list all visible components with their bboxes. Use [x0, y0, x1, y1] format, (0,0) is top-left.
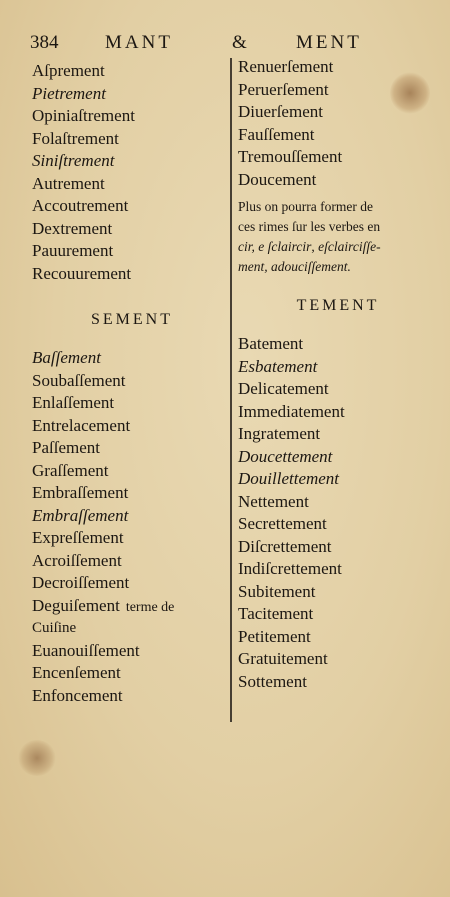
word-text: Deguiſement [32, 595, 120, 615]
rhyme-note [238, 197, 434, 277]
word-text: Baſſement [32, 348, 101, 367]
word-text: Indiſcrettement [238, 559, 342, 578]
word-text: Acroiſſement [32, 550, 122, 570]
word-entry [238, 581, 438, 604]
word-text: Pauurement [32, 241, 114, 260]
word-entry [32, 482, 232, 505]
word-entry [32, 173, 232, 196]
header-left-word: MANT [105, 32, 173, 53]
word-entry [32, 617, 232, 640]
word-text: Expreſſement [32, 528, 124, 547]
word-entry [238, 101, 438, 124]
word-text: Graſſement [32, 460, 109, 480]
word-entry [32, 505, 232, 528]
word-text: Batement [238, 334, 304, 353]
word-entry [238, 79, 438, 102]
word-text: Renuerſement [238, 57, 334, 76]
word-entry [32, 370, 232, 393]
word-text: Embraſſement [32, 483, 129, 502]
word-entry [32, 128, 232, 151]
page-header [0, 32, 450, 58]
word-entry [32, 347, 232, 370]
word-text: Diſcrettement [238, 536, 332, 556]
word-text: Opiniaſtrement [32, 106, 135, 125]
word-text: Euanouiſſement [32, 640, 140, 660]
word-text: Cuiſine [32, 620, 77, 636]
word-entry [32, 240, 232, 263]
word-text: Immediatement [238, 401, 345, 421]
word-text: Esbatement [238, 356, 318, 376]
word-entry [238, 468, 438, 491]
word-text: Decroiſſement [32, 573, 130, 592]
mant-list [32, 60, 232, 285]
word-text: Nettement [238, 491, 309, 511]
tement-list [238, 333, 438, 693]
word-entry [32, 640, 232, 663]
header-right-word: MENT [296, 32, 362, 53]
word-text: Tacitement [238, 604, 314, 623]
note-line: ces rimes ſur les verbes en [238, 219, 381, 234]
word-entry [32, 595, 232, 620]
word-entry [32, 105, 232, 128]
sement-list [32, 347, 232, 707]
word-entry [238, 536, 438, 559]
word-text: Doucement [238, 169, 317, 189]
word-entry [238, 169, 438, 192]
word-text: Diuerſement [238, 102, 323, 121]
word-text: Gratuitement [238, 649, 328, 668]
word-entry [238, 401, 438, 424]
word-text: Delicatement [238, 379, 329, 398]
word-entry [238, 558, 438, 581]
word-entry [32, 685, 232, 708]
word-text: Pietrement [32, 83, 106, 103]
word-entry [32, 263, 232, 286]
word-entry [238, 56, 438, 79]
note-line: ment, adouciſſement. [238, 259, 351, 274]
word-text: Doucettement [238, 446, 333, 466]
word-entry [32, 662, 232, 685]
word-entry [238, 648, 438, 671]
word-text: Recouurement [32, 263, 132, 283]
word-text: Accoutrement [32, 196, 129, 215]
word-entry [238, 491, 438, 514]
word-entry [238, 146, 438, 169]
word-entry [32, 195, 232, 218]
word-entry [32, 392, 232, 415]
word-entry [238, 446, 438, 469]
word-entry [32, 550, 232, 573]
section-title-sement: SEMENT [91, 311, 173, 328]
word-entry [32, 572, 232, 595]
note-italic: cir, e ſclaircir [238, 239, 312, 254]
note-plain: , [311, 239, 319, 254]
foxing-stain [18, 740, 56, 776]
word-entry [32, 60, 232, 83]
section-title-tement: TEMENT [296, 297, 380, 314]
word-text: Ingratement [238, 424, 321, 443]
word-text: Autrement [32, 173, 105, 193]
page-number: 384 [30, 32, 59, 53]
word-text: Soubaſſement [32, 370, 126, 390]
word-text: Secrettement [238, 514, 327, 533]
word-text: Siniſtrement [32, 151, 115, 170]
word-text: Sottement [238, 671, 307, 691]
word-text: Enfoncement [32, 685, 123, 705]
word-entry [32, 415, 232, 438]
note-italic: eſclairciſſe- [318, 239, 381, 254]
word-text: Entrelacement [32, 415, 131, 435]
word-text: Enlaſſement [32, 393, 115, 412]
word-text: Tremouſſement [238, 147, 343, 166]
word-entry [32, 460, 232, 483]
word-text: Subitement [238, 581, 316, 601]
word-note: terme de [125, 599, 175, 615]
word-entry [32, 150, 232, 173]
word-text: Petitement [238, 626, 311, 646]
word-entry [32, 437, 232, 460]
ment-list [238, 56, 438, 191]
word-text: Encenſement [32, 663, 121, 682]
word-entry [238, 513, 438, 536]
word-entry [32, 527, 232, 550]
note-line [238, 237, 434, 257]
word-text: Aſprement [32, 61, 105, 80]
word-text: Folaſtrement [32, 128, 119, 148]
word-entry [238, 124, 438, 147]
word-entry [238, 333, 438, 356]
word-entry [32, 218, 232, 241]
word-text: Paſſement [32, 438, 100, 457]
word-text: Embraſſement [32, 505, 129, 525]
header-ampersand: & [232, 32, 250, 53]
word-entry [238, 671, 438, 694]
word-text: Dextrement [32, 218, 113, 238]
word-text: Douillettement [238, 469, 340, 488]
word-entry [238, 626, 438, 649]
word-entry [238, 378, 438, 401]
left-column [32, 60, 232, 707]
word-entry [238, 423, 438, 446]
word-entry [32, 83, 232, 106]
word-entry [238, 603, 438, 626]
note-line: Plus on pourra former de [238, 199, 373, 214]
right-column [238, 56, 438, 693]
word-text: Fauſſement [238, 124, 315, 144]
word-entry [238, 356, 438, 379]
word-text: Peruerſement [238, 79, 329, 99]
